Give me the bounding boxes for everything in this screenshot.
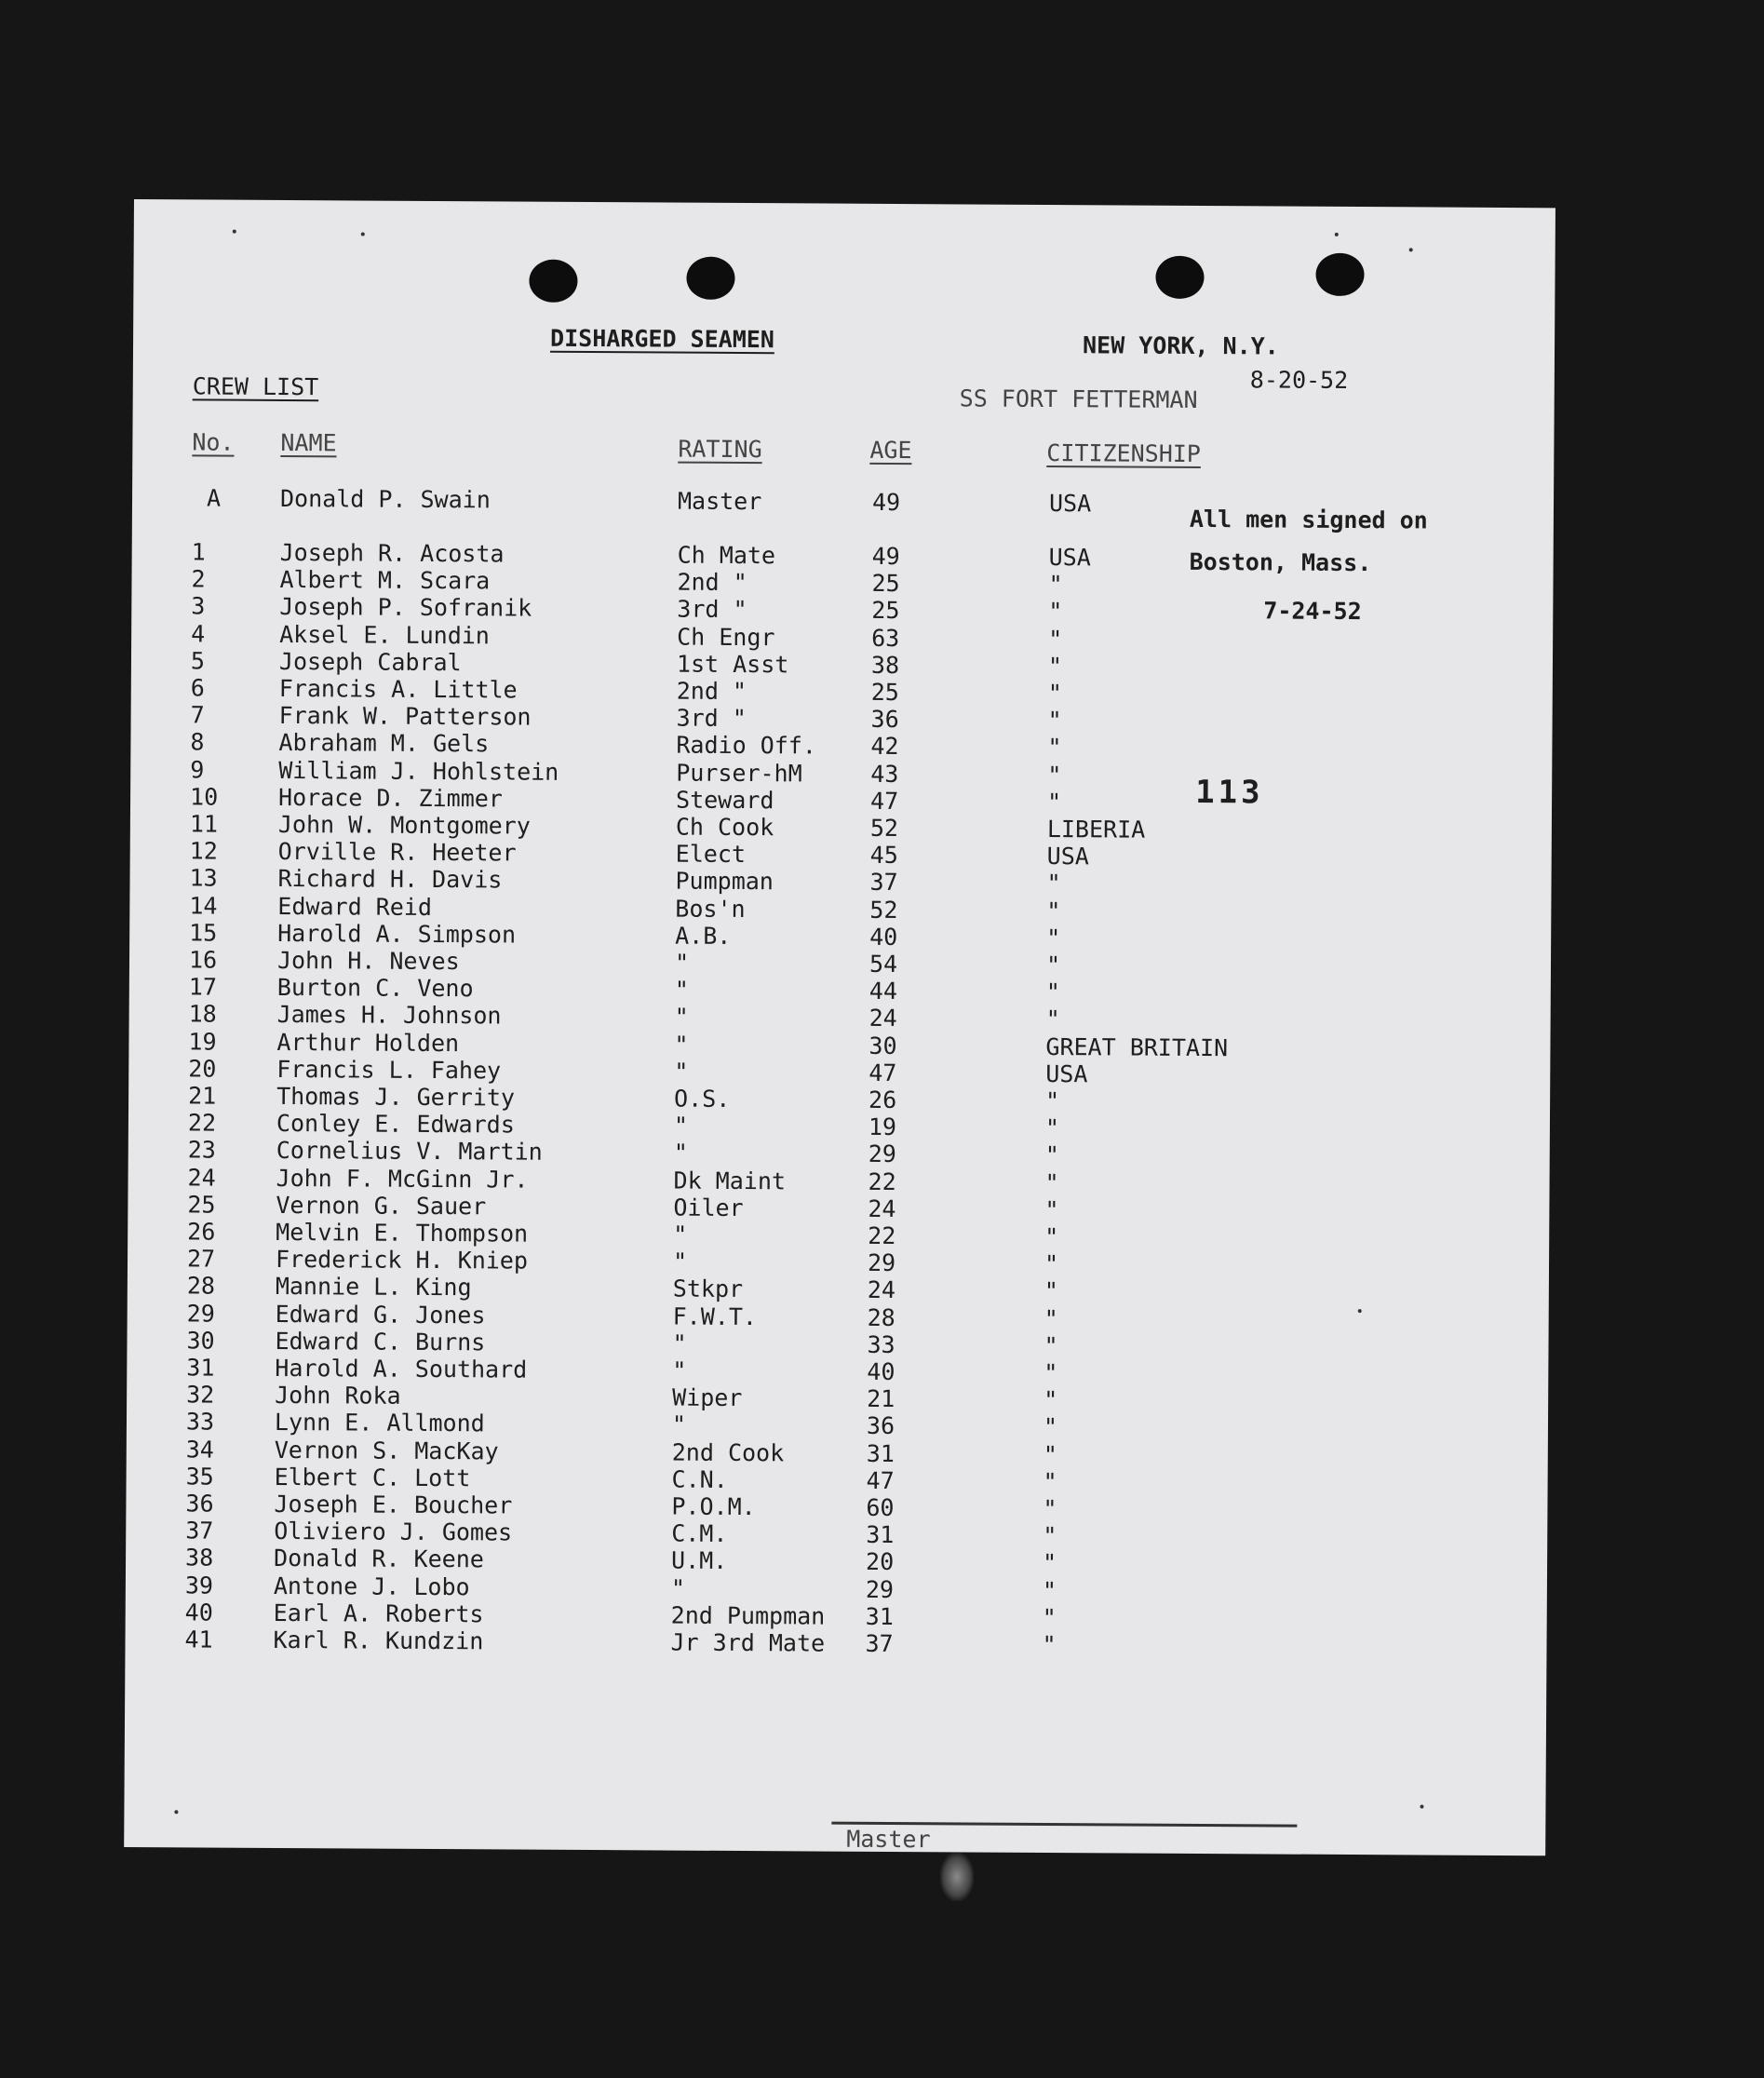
row-citizenship: " (1047, 652, 1063, 680)
row-rating: 3rd " (677, 595, 747, 624)
vessel-name: SS FORT FETTERMAN (959, 385, 1198, 413)
row-age: 42 (870, 733, 899, 761)
row-number: 19 (188, 1027, 217, 1056)
row-citizenship: " (1043, 1467, 1057, 1495)
row-citizenship: LIBERIA (1046, 816, 1146, 843)
row-number: 20 (188, 1055, 217, 1083)
row-age: 21 (867, 1385, 895, 1413)
row-number: 32 (186, 1381, 215, 1409)
row-name: Frank W. Patterson (278, 702, 532, 731)
row-name: Joseph Cabral (278, 647, 462, 676)
row-age: 28 (867, 1303, 895, 1331)
row-citizenship: USA (1046, 843, 1089, 870)
row-age: 29 (868, 1140, 896, 1168)
row-citizenship: " (1044, 1114, 1060, 1142)
row-age: 31 (866, 1521, 895, 1549)
signed-on-date: 7-24-52 (1263, 597, 1362, 626)
row-age: 33 (867, 1330, 895, 1358)
row-citizenship: " (1044, 1195, 1059, 1223)
row-name: Edward Reid (277, 892, 433, 921)
location: NEW YORK, N.Y. (1082, 331, 1279, 360)
crew-list-label: CREW LIST (192, 372, 319, 401)
signed-on-place: Boston, Mass. (1189, 547, 1372, 577)
row-number: 1 (191, 538, 206, 566)
row-citizenship: " (1044, 1386, 1058, 1414)
row-age: 54 (869, 950, 898, 978)
row-citizenship: " (1042, 1549, 1057, 1577)
row-rating: Oiler (673, 1194, 744, 1221)
row-age: 40 (869, 923, 898, 951)
row-name: Earl A. Roberts (273, 1599, 484, 1628)
row-number: 35 (185, 1463, 214, 1491)
row-rating: 2nd Pumpman (670, 1601, 826, 1630)
column-header-no: No. (192, 428, 235, 456)
row-name: Elbert C. Lott (274, 1463, 471, 1492)
row-name: Melvin E. Thompson (276, 1218, 529, 1248)
row-age: 19 (868, 1113, 897, 1141)
row-number: 25 (187, 1191, 216, 1219)
row-age: 52 (869, 814, 899, 843)
row-age: 47 (869, 1059, 897, 1086)
row-rating: " (674, 949, 690, 977)
row-citizenship: " (1047, 734, 1062, 762)
row-number: 8 (190, 728, 205, 756)
row-number: 5 (190, 647, 206, 675)
punch-hole (1155, 256, 1204, 299)
row-number: 36 (185, 1490, 214, 1518)
crew-list-page (124, 199, 1555, 1855)
row-age: 49 (871, 488, 901, 517)
row-citizenship: " (1048, 571, 1063, 599)
row-number: 30 (186, 1327, 215, 1355)
row-age: 26 (869, 1086, 897, 1114)
row-age: 49 (871, 542, 900, 571)
row-rating: Jr 3rd Mate (670, 1628, 826, 1657)
row-citizenship: " (1045, 1086, 1060, 1115)
row-citizenship: " (1047, 680, 1062, 708)
column-header-age: AGE (869, 436, 912, 465)
row-name: William J. Hohlstein (278, 756, 559, 786)
row-age: 31 (865, 1602, 894, 1630)
row-name: Vernon S. MacKay (274, 1436, 499, 1465)
row-rating: P.O.M. (671, 1492, 756, 1521)
row-rating: " (673, 1139, 688, 1167)
row-number: 11 (189, 810, 219, 838)
speck (1420, 1804, 1423, 1808)
row-rating: C.M. (671, 1519, 728, 1548)
row-rating: Elect (675, 840, 747, 869)
date: 8-20-52 (1249, 366, 1349, 394)
row-rating: C.N. (671, 1465, 728, 1493)
row-name: Antone J. Lobo (273, 1572, 470, 1600)
row-number: 41 (184, 1626, 213, 1653)
row-rating: 2nd Cook (671, 1438, 785, 1466)
row-number: 24 (187, 1163, 216, 1192)
row-number: 37 (185, 1517, 214, 1545)
row-age: 22 (868, 1167, 896, 1195)
row-name: Orville R. Heeter (277, 838, 517, 867)
row-name: John Roka (275, 1382, 401, 1410)
row-name: John W. Montgomery (277, 810, 531, 840)
row-citizenship: " (1047, 707, 1062, 735)
row-age: 22 (868, 1221, 896, 1250)
row-name: Oliviero J. Gomes (274, 1518, 513, 1546)
crew-row (125, 1626, 1242, 1659)
row-age: 24 (868, 1194, 896, 1222)
row-number: 2 (191, 565, 206, 593)
row-name: Aksel E. Lundin (279, 620, 491, 649)
row-name: Donald R. Keene (273, 1545, 484, 1573)
row-name: John F. McGinn Jr. (276, 1164, 529, 1194)
row-rating: Radio Off. (676, 731, 817, 760)
row-age: 24 (867, 1276, 896, 1304)
row-age: 36 (870, 706, 899, 734)
row-citizenship: USA (1048, 544, 1091, 572)
row-number: 4 (191, 619, 206, 648)
row-name: Joseph P. Sofranik (279, 593, 532, 623)
row-number: 10 (189, 783, 219, 811)
row-rating: " (674, 976, 689, 1004)
row-citizenship: " (1045, 978, 1060, 1006)
master-row (132, 484, 1249, 518)
row-age: 36 (866, 1412, 895, 1440)
row-rating: Purser-hM (676, 759, 802, 787)
document-title: DISHARGED SEAMEN (550, 324, 775, 354)
row-citizenship: " (1046, 897, 1061, 924)
column-header-name: NAME (280, 428, 337, 457)
row-citizenship: " (1042, 1603, 1057, 1631)
punch-hole (1315, 253, 1364, 296)
row-number: 9 (190, 755, 205, 784)
row-name: James H. Johnson (276, 1001, 502, 1030)
row-number: 3 (191, 592, 206, 620)
row-name: Donald P. Swain (279, 484, 491, 514)
row-rating: Ch Cook (675, 813, 774, 842)
row-name: Horace D. Zimmer (277, 783, 503, 813)
signed-on-note: All men signed on (1189, 505, 1428, 534)
row-number: 38 (184, 1544, 214, 1572)
row-number: 12 (189, 837, 218, 865)
row-age: 47 (869, 787, 899, 815)
row-number: 27 (186, 1245, 216, 1273)
row-rating: " (673, 1112, 689, 1140)
row-age: 40 (867, 1357, 895, 1386)
row-age: 52 (869, 896, 898, 924)
row-citizenship: " (1047, 761, 1062, 789)
column-header-citizenship: CITIZENSHIP (1046, 439, 1202, 468)
row-number: 6 (190, 674, 205, 702)
row-citizenship: GREAT BRITAIN (1045, 1032, 1229, 1061)
row-number: 39 (184, 1571, 214, 1599)
row-rating: " (674, 1031, 689, 1059)
row-number: 23 (187, 1136, 216, 1164)
row-citizenship: " (1042, 1630, 1057, 1659)
row-name: Frederick H. Kniep (275, 1246, 529, 1275)
row-citizenship: " (1044, 1250, 1059, 1278)
speck (233, 230, 236, 234)
row-name: Mannie L. King (275, 1273, 472, 1302)
row-rating: " (672, 1356, 687, 1384)
row-number: 26 (187, 1218, 216, 1246)
row-citizenship: " (1044, 1222, 1059, 1251)
row-number: 13 (189, 864, 218, 892)
signature-label: Master (846, 1825, 931, 1854)
row-citizenship: " (1043, 1494, 1057, 1523)
punch-hole (529, 260, 577, 303)
row-rating: Ch Mate (677, 541, 776, 570)
row-name: Burton C. Veno (276, 974, 474, 1003)
row-name: Harold A. Southard (275, 1354, 528, 1383)
row-number: 17 (188, 973, 218, 1001)
row-citizenship: " (1042, 1576, 1057, 1604)
row-rating: O.S. (674, 1085, 731, 1113)
row-number: 14 (189, 891, 218, 920)
row-rating: " (674, 1058, 689, 1086)
row-age: 60 (866, 1493, 895, 1522)
row-rating: Pumpman (675, 867, 774, 896)
row-citizenship: " (1044, 1304, 1058, 1332)
row-citizenship: USA (1048, 490, 1092, 518)
row-rating: 2nd " (677, 568, 747, 597)
row-rating: " (670, 1574, 686, 1602)
row-citizenship: " (1044, 1141, 1059, 1169)
smudge (940, 1853, 974, 1901)
row-citizenship: USA (1045, 1059, 1088, 1088)
row-rating: Wiper (672, 1383, 743, 1412)
row-rating: 2nd " (676, 677, 747, 706)
row-name: Albert M. Scara (279, 566, 491, 595)
row-name: Francis L. Fahey (276, 1055, 502, 1085)
row-number: 15 (189, 919, 218, 947)
row-age: 29 (867, 1249, 896, 1277)
row-number: A (206, 484, 222, 512)
row-rating: Master (677, 487, 762, 516)
row-age: 37 (869, 869, 898, 897)
row-rating: " (672, 1248, 688, 1275)
row-citizenship: " (1044, 1277, 1059, 1305)
row-number: 7 (190, 701, 205, 729)
row-name: Karl R. Kundzin (273, 1626, 484, 1655)
row-citizenship: " (1044, 1168, 1059, 1196)
column-header-rating: RATING (678, 435, 762, 464)
row-name: Thomas J. Gerrity (276, 1082, 516, 1112)
row-number: 40 (184, 1599, 213, 1626)
row-age: 31 (866, 1439, 895, 1467)
row-age: 45 (869, 842, 898, 870)
row-name: Arthur Holden (276, 1028, 460, 1057)
row-rating: Stkpr (672, 1275, 744, 1303)
row-name: Vernon G. Sauer (276, 1191, 487, 1221)
row-age: 63 (871, 624, 900, 652)
row-citizenship: " (1046, 788, 1062, 816)
row-name: Conley E. Edwards (276, 1110, 515, 1139)
row-age: 37 (865, 1629, 894, 1658)
row-name: Harold A. Simpson (277, 919, 517, 949)
row-age: 43 (870, 760, 899, 788)
row-rating: Ch Engr (677, 623, 775, 651)
row-number: 31 (186, 1354, 215, 1382)
row-citizenship: " (1046, 870, 1061, 897)
row-rating: Steward (675, 786, 774, 815)
stamp-number: 113 (1195, 773, 1264, 812)
row-rating: " (674, 1003, 689, 1032)
row-rating: Bos'n (675, 895, 746, 923)
row-rating: 3rd " (676, 704, 747, 733)
row-number: 16 (188, 946, 218, 974)
row-name: Cornelius V. Martin (276, 1137, 543, 1167)
row-name: Joseph E. Boucher (274, 1490, 513, 1519)
row-name: Abraham M. Gels (278, 729, 490, 758)
row-rating: U.M. (670, 1546, 728, 1575)
row-age: 30 (869, 1032, 897, 1059)
row-number: 22 (187, 1109, 217, 1137)
speck (174, 1810, 178, 1814)
row-age: 29 (865, 1575, 895, 1603)
row-age: 25 (870, 678, 899, 707)
row-citizenship: " (1044, 1358, 1058, 1387)
speck (361, 232, 365, 236)
row-name: John H. Neves (276, 946, 460, 976)
row-age: 20 (865, 1548, 895, 1576)
row-rating: F.W.T. (672, 1302, 758, 1330)
row-citizenship: " (1043, 1522, 1057, 1550)
row-age: 24 (869, 1005, 897, 1032)
row-age: 38 (870, 651, 900, 679)
row-citizenship: " (1046, 924, 1061, 951)
row-rating: 1st Asst (676, 650, 789, 679)
speck (1335, 233, 1339, 236)
row-citizenship: " (1043, 1413, 1058, 1441)
row-name: Richard H. Davis (277, 865, 503, 894)
row-age: 25 (871, 570, 900, 598)
row-name: Edward G. Jones (275, 1300, 486, 1329)
row-rating: " (673, 1221, 688, 1248)
row-rating: " (671, 1410, 687, 1439)
row-citizenship: " (1048, 598, 1063, 626)
row-name: Lynn E. Allmond (274, 1409, 485, 1437)
row-age: 47 (866, 1466, 895, 1494)
row-citizenship: " (1045, 951, 1061, 979)
row-name: Edward C. Burns (275, 1327, 486, 1356)
row-age: 25 (871, 597, 900, 625)
row-number: 34 (185, 1435, 214, 1464)
row-rating: " (672, 1329, 687, 1357)
speck (1358, 1309, 1362, 1313)
row-citizenship: " (1045, 1005, 1060, 1033)
row-citizenship: " (1044, 1331, 1058, 1359)
punch-hole (686, 257, 734, 300)
speck (1409, 248, 1413, 251)
row-rating: A.B. (675, 922, 732, 950)
row-citizenship: " (1048, 625, 1063, 653)
row-rating: Dk Maint (673, 1167, 787, 1194)
row-number: 29 (186, 1299, 215, 1328)
row-number: 28 (186, 1272, 216, 1300)
row-name: Joseph R. Acosta (279, 538, 505, 568)
row-number: 18 (188, 1000, 217, 1028)
row-number: 33 (185, 1408, 215, 1436)
row-name: Francis A. Little (278, 674, 518, 704)
row-number: 21 (188, 1082, 217, 1110)
row-age: 44 (869, 978, 898, 1005)
row-citizenship: " (1043, 1440, 1057, 1468)
